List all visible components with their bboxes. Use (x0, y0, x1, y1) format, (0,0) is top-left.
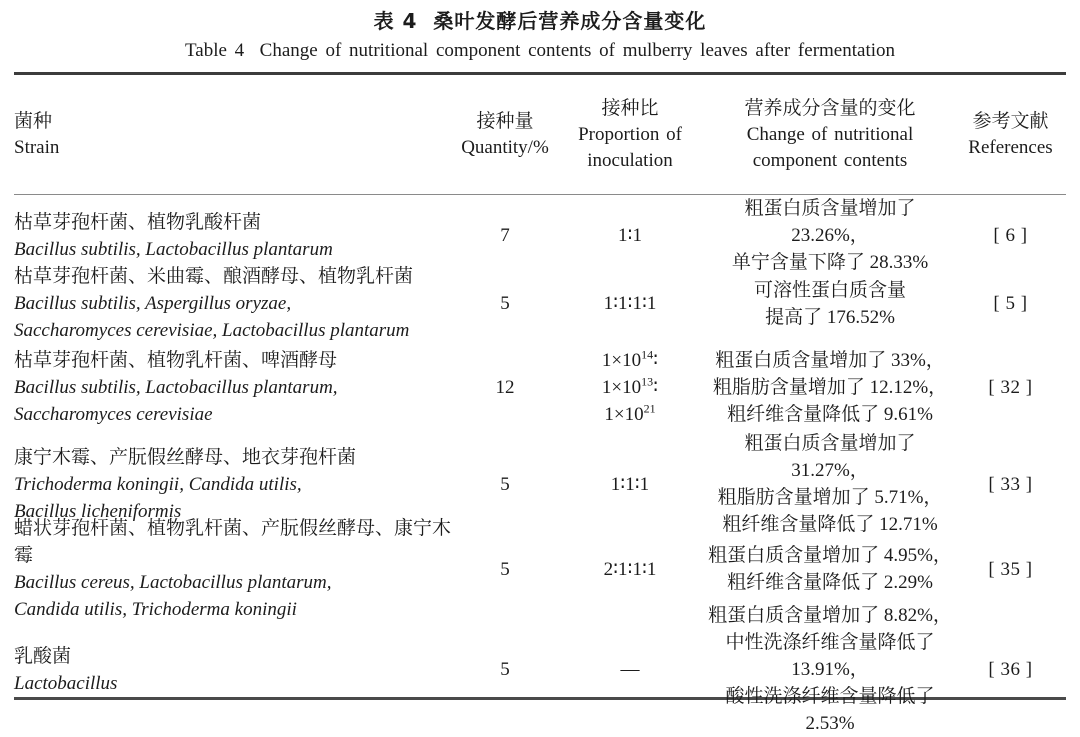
change-line: 粗纤维含量降低了 2.29% (727, 572, 933, 593)
reference-value: [ 35 ] (988, 558, 1033, 580)
strain-name-cn: 康宁木霉、产朊假丝酵母、地衣芽孢杆菌 (14, 446, 357, 468)
header-change-en: Change of nutritional component contents (746, 123, 914, 171)
proportion-value: 1∶1∶1∶1 (603, 293, 657, 314)
proportion-cell (555, 345, 705, 430)
strain-cell (14, 262, 455, 345)
header-references (955, 75, 1066, 194)
change-line: 粗蛋白质含量增加了 31.27%， (744, 433, 916, 481)
change-line: 粗脂肪含量增加了 12.12%， (712, 377, 948, 398)
change-line: 中性洗涤纤维含量降低了 13.91%， (725, 632, 935, 680)
reference-value: [ 33 ] (988, 473, 1033, 495)
strain-name-latin: Bacillus subtilis, Lactobacillus plantarum, (14, 377, 338, 398)
change-line: 单宁含量下降了 28.33% (731, 252, 929, 273)
proportion-value: — (620, 659, 640, 680)
proportion-value: 2∶1∶1∶1 (603, 558, 657, 580)
proportion-value: 1∶1 (618, 225, 642, 246)
strain-name-latin: Trichoderma koningii, Candida utilis, (14, 473, 302, 495)
header-proportion (555, 75, 705, 194)
header-proportion-en: Proportion of inoculation (578, 123, 682, 171)
reference-value: [ 5 ] (993, 293, 1028, 314)
change-line: 粗蛋白质含量增加了 23.26%， (744, 198, 916, 246)
change-line: 提高了 176.52% (765, 306, 895, 328)
proportion-value: $1\times 10^{13}∶$ (601, 374, 659, 398)
strain-cell (14, 602, 455, 737)
strain-name-latin: Saccharomyces cerevisiae, Lactobacillus plantarum (14, 320, 410, 341)
strain-name-latin: Lactobacillus (14, 672, 118, 694)
reference-value: [ 36 ] (988, 659, 1033, 680)
strain-name-latin: Bacillus subtilis, Aspergillus oryzae, (14, 293, 292, 314)
strain-name-cn: 蜡状芽孢杆菌、植物乳杆菌、产朊假丝酵母、康宁木霉 (14, 518, 452, 566)
change-cell (705, 602, 955, 737)
strain-name-latin: Saccharomyces cerevisiae (14, 404, 213, 425)
header-strain (14, 75, 455, 194)
quantity-value: 5 (500, 659, 510, 680)
reference-value: [ 32 ] (988, 377, 1033, 398)
change-cell (705, 345, 955, 430)
proportion-cell (555, 602, 705, 737)
table-row (14, 602, 1066, 734)
header-quantity (455, 75, 555, 194)
change-line: 酸性洗涤纤维含量降低了 2.53% (725, 686, 935, 734)
change-line: 粗蛋白质含量增加了 33%， (715, 350, 945, 371)
table-title-en: Table 4 Change of nutritional component contents of mulberry leaves after fermentation (185, 40, 895, 61)
strain-name-cn: 枯草芽孢杆菌、米曲霉、酿酒酵母、植物乳杆菌 (14, 266, 414, 287)
proportion-value: $1\times 10^{14}∶$ (601, 347, 659, 371)
table-caption (0, 0, 1080, 64)
quantity-value: 7 (500, 225, 510, 246)
quantity-value: 12 (495, 377, 515, 398)
proportion-value: 1∶1∶1 (610, 473, 650, 495)
change-line: 粗蛋白质含量增加了 4.95%， (708, 545, 952, 566)
change-line: 粗蛋白质含量增加了 8.82%， (708, 605, 952, 626)
table-title-cn: 表 4 桑叶发酵后营养成分含量变化 (373, 9, 707, 33)
strain-cell (14, 345, 455, 430)
header-quantity-cn: 接种量 (476, 110, 534, 132)
table-row (14, 262, 1066, 345)
change-line: 可溶性蛋白质含量 (753, 279, 906, 301)
strain-name-latin: Candida utilis, Trichoderma koningii (14, 599, 297, 620)
reference-value: [ 6 ] (993, 225, 1028, 246)
table-row (14, 195, 1066, 273)
quantity-value: 5 (500, 293, 510, 314)
header-change-cn: 营养成分含量的变化 (744, 97, 916, 119)
strain-name-cn: 乳酸菌 (14, 645, 72, 667)
quantity-value: 5 (500, 558, 510, 580)
strain-name-latin: Bacillus subtilis, Lactobacillus plantarum (14, 238, 333, 260)
header-strain-cn: 菌种 (14, 110, 53, 132)
nutrition-change-table (14, 72, 1066, 734)
change-cell (705, 262, 955, 345)
header-quantity-en: Quantity/% (461, 136, 549, 158)
table-row (14, 430, 1066, 535)
header-references-cn: 参考文献 (972, 110, 1049, 132)
change-line: 粗纤维含量降低了 9.61% (727, 404, 933, 425)
proportion-value: $1\times 10^{21}$ (604, 401, 656, 425)
quantity-value: 5 (500, 473, 510, 495)
table-header-row (14, 75, 1066, 195)
change-line: 粗纤维含量降低了 12.71% (722, 514, 938, 535)
proportion-cell (555, 262, 705, 345)
change-line: 粗脂肪含量增加了 5.71%， (717, 487, 943, 508)
header-proportion-cn: 接种比 (601, 97, 659, 119)
strain-name-cn: 枯草芽孢杆菌、植物乳酸杆菌 (14, 211, 262, 233)
header-references-en: References (968, 136, 1053, 158)
strain-name-latin: Bacillus cereus, Lactobacillus plantarum, (14, 572, 332, 593)
table-row (14, 345, 1066, 430)
strain-name-latin: Bacillus licheniformis (14, 500, 182, 522)
header-change (705, 75, 955, 194)
header-strain-en: Strain (14, 136, 60, 158)
strain-name-cn: 枯草芽孢杆菌、植物乳杆菌、啤酒酵母 (14, 350, 338, 371)
